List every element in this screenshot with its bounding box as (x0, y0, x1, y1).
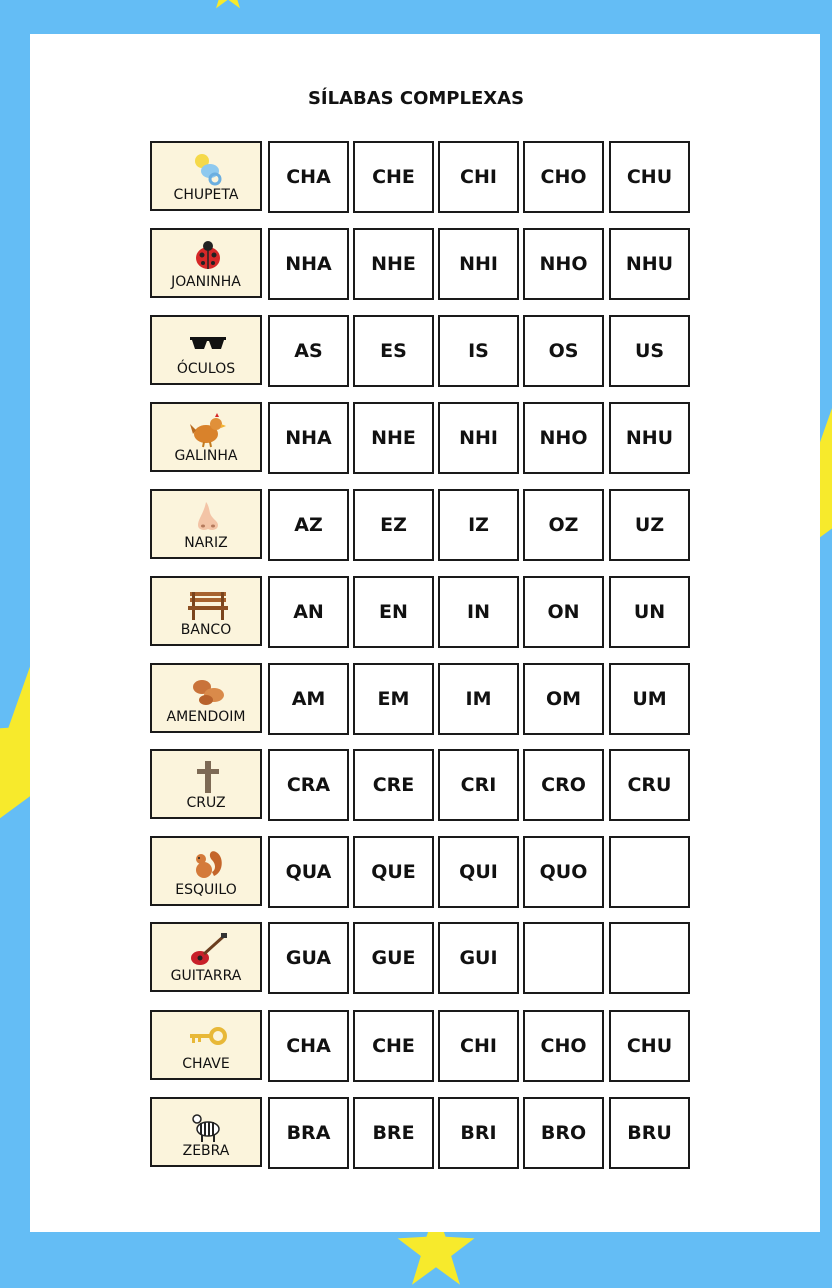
picture-word: GALINHA (174, 448, 238, 464)
syllable-cell: BRO (523, 1097, 604, 1169)
picture-word: ESQUILO (175, 882, 237, 898)
syllable-cell: AS (268, 315, 349, 387)
syllable-cell: IZ (438, 489, 519, 561)
picture-card (150, 663, 262, 733)
syllable-cell: QUA (268, 836, 349, 908)
syllable-cell: CRE (353, 749, 434, 821)
picture-word: CHAVE (182, 1056, 230, 1072)
syllable-cell (609, 922, 690, 994)
syllable-cell: IM (438, 663, 519, 735)
nose-icon (188, 499, 228, 535)
syllable-row (0, 1010, 832, 1082)
syllable-cell: CHU (609, 141, 690, 213)
syllable-cell: IN (438, 576, 519, 648)
picture-word: CHUPETA (173, 187, 239, 203)
star-decoration-top-icon (208, 0, 248, 10)
syllable-cell: BRE (353, 1097, 434, 1169)
syllable-cell: CHI (438, 1010, 519, 1082)
key-icon (188, 1020, 228, 1056)
syllable-cell: NHO (523, 402, 604, 474)
syllable-cell: GUE (353, 922, 434, 994)
syllable-cell: QUE (353, 836, 434, 908)
syllable-cell: GUA (268, 922, 349, 994)
picture-card (150, 1010, 262, 1080)
picture-card (150, 749, 262, 819)
syllable-cell: GUI (438, 922, 519, 994)
syllable-cell (609, 836, 690, 908)
syllable-cell: CHE (353, 141, 434, 213)
ladybug-icon (188, 238, 228, 274)
picture-card (150, 922, 262, 992)
syllable-cell: CHI (438, 141, 519, 213)
syllable-cell: UM (609, 663, 690, 735)
picture-word: CRUZ (186, 795, 226, 811)
syllable-cell: NHI (438, 228, 519, 300)
picture-card (150, 489, 262, 559)
picture-card (150, 836, 262, 906)
picture-card (150, 315, 262, 385)
picture-word: AMENDOIM (166, 709, 246, 725)
hen-icon (188, 412, 228, 448)
pacifier-icon (188, 151, 228, 187)
picture-word: JOANINHA (171, 274, 241, 290)
zebra-icon (188, 1107, 228, 1143)
syllable-cell: EN (353, 576, 434, 648)
syllable-cell: CHE (353, 1010, 434, 1082)
syllable-cell: BRI (438, 1097, 519, 1169)
picture-word: BANCO (180, 622, 232, 638)
syllable-cell: CRI (438, 749, 519, 821)
syllable-cell: AN (268, 576, 349, 648)
syllable-cell: CHO (523, 1010, 604, 1082)
sunglasses-icon (188, 325, 228, 361)
syllable-row (0, 402, 832, 474)
syllable-cell: OZ (523, 489, 604, 561)
syllable-cell: AM (268, 663, 349, 735)
syllable-row (0, 749, 832, 821)
syllable-row (0, 663, 832, 735)
syllable-cell: NHI (438, 402, 519, 474)
syllable-cell: NHA (268, 402, 349, 474)
syllable-cell: BRU (609, 1097, 690, 1169)
syllable-row (0, 315, 832, 387)
syllable-cell: NHA (268, 228, 349, 300)
syllable-cell: CHO (523, 141, 604, 213)
picture-word: ÓCULOS (176, 361, 236, 377)
picture-card (150, 141, 262, 211)
syllable-cell: CRA (268, 749, 349, 821)
syllable-row (0, 576, 832, 648)
syllable-cell: US (609, 315, 690, 387)
syllable-cell: ON (523, 576, 604, 648)
syllable-row (0, 1097, 832, 1169)
syllable-cell: EZ (353, 489, 434, 561)
picture-word: NARIZ (184, 535, 228, 551)
syllable-row (0, 489, 832, 561)
syllable-cell: OM (523, 663, 604, 735)
syllable-cell: NHE (353, 228, 434, 300)
picture-card (150, 1097, 262, 1167)
picture-card (150, 402, 262, 472)
syllable-cell: AZ (268, 489, 349, 561)
guitar-icon (188, 932, 228, 968)
page-title: SÍLABAS COMPLEXAS (307, 88, 525, 109)
syllable-cell: OS (523, 315, 604, 387)
syllable-row (0, 922, 832, 994)
picture-card (150, 576, 262, 646)
syllable-cell: CHA (268, 141, 349, 213)
picture-word: ZEBRA (182, 1143, 230, 1159)
syllable-cell: NHE (353, 402, 434, 474)
cross-icon (188, 759, 228, 795)
syllable-cell: CRO (523, 749, 604, 821)
syllable-cell: NHO (523, 228, 604, 300)
peanut-icon (188, 673, 228, 709)
syllable-cell: UN (609, 576, 690, 648)
syllable-cell: QUI (438, 836, 519, 908)
syllable-cell: QUO (523, 836, 604, 908)
squirrel-icon (188, 846, 228, 882)
syllable-cell: BRA (268, 1097, 349, 1169)
syllable-cell: IS (438, 315, 519, 387)
syllable-cell: NHU (609, 402, 690, 474)
syllable-cell: CRU (609, 749, 690, 821)
syllable-cell: CHA (268, 1010, 349, 1082)
syllable-cell: ES (353, 315, 434, 387)
picture-card (150, 228, 262, 298)
bench-icon (188, 586, 228, 622)
syllable-cell: NHU (609, 228, 690, 300)
syllable-row (0, 228, 832, 300)
syllable-cell (523, 922, 604, 994)
syllable-row (0, 141, 832, 213)
syllable-cell: EM (353, 663, 434, 735)
syllable-cell: UZ (609, 489, 690, 561)
picture-word: GUITARRA (170, 968, 242, 984)
syllable-row (0, 836, 832, 908)
syllable-cell: CHU (609, 1010, 690, 1082)
